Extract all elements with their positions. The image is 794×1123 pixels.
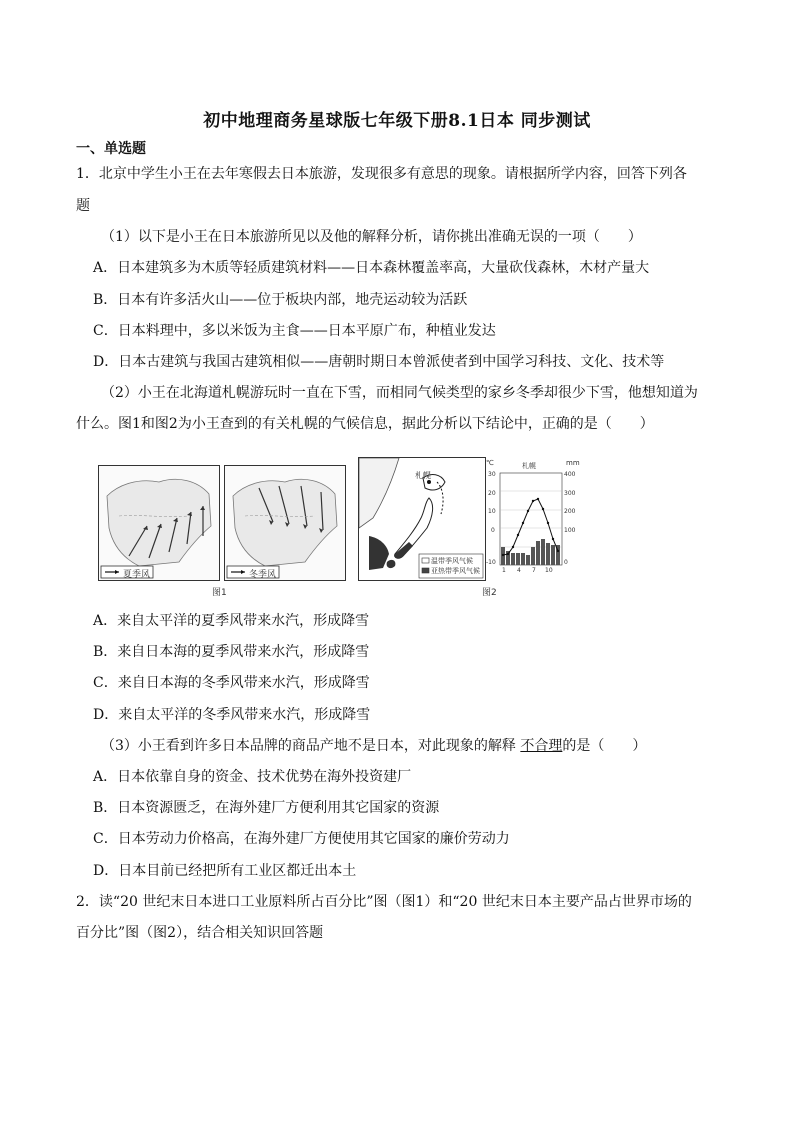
sapporo-label: 札幌 [415, 471, 431, 480]
q1-sub3-prompt [101, 736, 646, 756]
month-tick: 4 [517, 567, 521, 574]
q1-sub2-prompt-line1: （2）小王在北海道札幌游玩时一直在下雪，而相同气候类型的家乡冬季却很少下雪，他想知道为 [101, 385, 698, 401]
q1-sub1-option-c: C．日本料理中，多以米饭为主食——日本平原广布，种植业发达 [93, 323, 496, 339]
temp-tick: 30 [488, 471, 496, 478]
month-tick: 10 [545, 567, 553, 574]
chart-title: 札幌 [522, 462, 536, 470]
q1-sub3-prompt-before: （3）小王看到许多日本品牌的商品产地不是日本，对此现象的解释 [101, 738, 521, 754]
precip-unit: mm [566, 459, 580, 467]
month-tick: 7 [532, 567, 536, 574]
fig1-caption: 图1 [212, 588, 227, 598]
climate-figure [98, 457, 582, 597]
temp-tick: 0 [491, 527, 495, 534]
japan-climate-map [358, 457, 486, 581]
precip-tick: 0 [564, 559, 568, 566]
q1-sub1-prompt: （1）以下是小王在日本旅游所见以及他的解释分析，请你挑出准确无误的一项（ ） [101, 229, 642, 245]
section-heading: 一、单选题 [76, 141, 146, 157]
q1-sub3-option-c: C．日本劳动力价格高，在海外建厂方便使用其它国家的廉价劳动力 [93, 831, 510, 847]
q2-stem-line2: 百分比”图（图2），结合相关知识回答题 [76, 925, 324, 941]
precip-tick: 300 [564, 490, 576, 497]
q1-sub3-option-a: A．日本依靠自身的资金、技术优势在海外投资建厂 [93, 769, 412, 785]
q1-stem-line1: 1．北京中学生小王在去年寒假去日本旅游，发现很多有意思的现象。请根据所学内容，回答下列各 [76, 166, 687, 182]
q1-sub3-option-b: B．日本资源匮乏，在海外建厂方便利用其它国家的资源 [93, 800, 440, 816]
q1-stem-line2: 题 [76, 198, 90, 214]
month-tick: 1 [502, 567, 506, 574]
document-title: 初中地理商务星球版七年级下册8.1日本 同步测试 [203, 111, 591, 131]
q1-sub1-option-b: B．日本有许多活火山——位于板块内部，地壳运动较为活跃 [93, 292, 468, 308]
summer-monsoon-label: 夏季风 [123, 570, 151, 580]
q1-sub1-option-a: A．日本建筑多为木质等轻质建筑材料——日本森林覆盖率高，大量砍伐森林，木材产量大 [93, 260, 650, 276]
q1-sub2-option-d: D．来自太平洋的冬季风带来水汽，形成降雪 [93, 707, 371, 723]
q1-sub2-option-c: C．来自日本海的冬季风带来水汽，形成降雪 [93, 675, 370, 691]
q1-sub2-option-a: A．来自太平洋的夏季风带来水汽，形成降雪 [93, 613, 370, 629]
q1-sub1-option-d: D．日本古建筑与我国古建筑相似——唐朝时期日本曾派使者到中国学习科技、文化、技术等 [93, 354, 665, 370]
q1-sub2-prompt-line2: 什么。图1和图2为小王查到的有关札幌的气候信息，据此分析以下结论中，正确的是（ ） [76, 416, 654, 432]
temp-tick: -10 [486, 559, 496, 566]
q2-stem-line1: 2．读“20 世纪末日本进口工业原料所占百分比”图（图1）和“20 世纪末日本主要产品占世界市场的 [76, 894, 692, 910]
q1-sub2-option-b: B．来自日本海的夏季风带来水汽，形成降雪 [93, 644, 370, 660]
precip-tick: 400 [564, 471, 576, 478]
q1-sub3-prompt-after: 的是（ ） [562, 738, 647, 754]
q1-sub3-prompt-underlined: 不合理 [520, 738, 563, 754]
summer-monsoon-map [98, 465, 220, 581]
legend-subtropical: 亚热带季风气候 [431, 567, 480, 575]
winter-monsoon-label: 冬季风 [249, 570, 277, 580]
winter-monsoon-map [224, 465, 346, 581]
legend-temperate: 温带季风气候 [431, 557, 473, 565]
temp-tick: 10 [488, 508, 496, 515]
precip-tick: 200 [564, 508, 576, 515]
temp-unit: ℃ [486, 459, 494, 467]
precip-tick: 100 [564, 527, 576, 534]
q1-sub3-option-d: D．日本目前已经把所有工业区都迁出本土 [93, 863, 357, 879]
temp-tick: 20 [488, 490, 496, 497]
sapporo-climate-chart [486, 457, 582, 579]
fig2-caption: 图2 [482, 588, 497, 598]
